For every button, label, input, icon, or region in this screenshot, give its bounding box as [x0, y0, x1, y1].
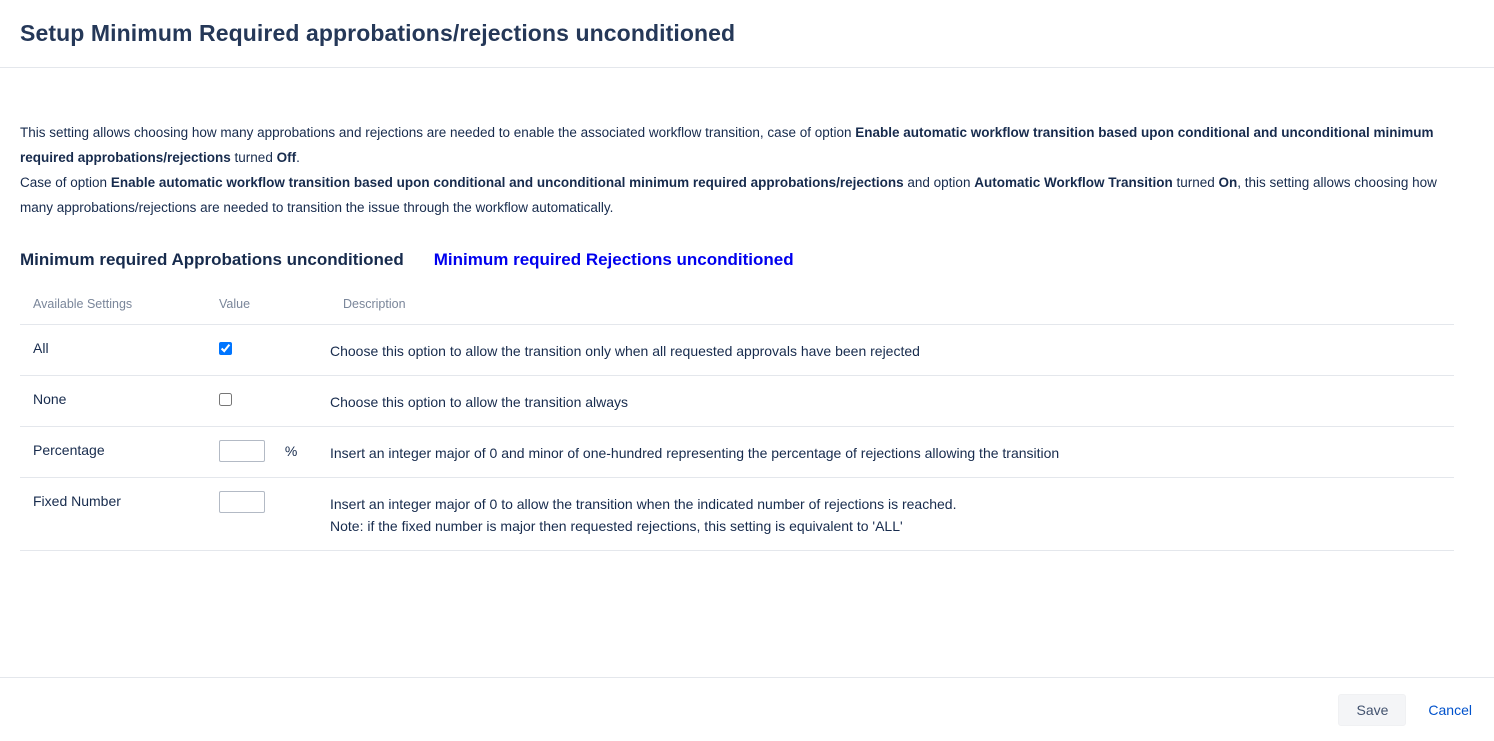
- settings-table: [20, 297, 1454, 551]
- setting-value-all: [206, 325, 330, 376]
- page-title: Setup Minimum Required approbations/rejections unconditioned: [20, 20, 736, 46]
- intro-paragraph-2: [20, 170, 1460, 220]
- setting-description-none: [330, 376, 1454, 427]
- dialog-footer: [0, 677, 1494, 741]
- setting-description-fixed-number: [330, 478, 1454, 551]
- setting-value-none: [206, 376, 330, 427]
- intro-p2-part4: , this setting allows choosing how many approbations/rejections are needed to transition the issue through the workflow automatically.: [20, 175, 1437, 215]
- tab-bar: [20, 250, 1474, 270]
- intro-p2-part2: and option: [903, 175, 975, 190]
- setting-label-fixed-number: Fixed Number: [20, 478, 206, 551]
- percent-sign-label: %: [284, 443, 298, 459]
- intro-p2-part3: turned: [1172, 175, 1219, 190]
- description-line: Note: if the fixed number is major then requested rejections, this setting is equivalent to 'ALL': [330, 518, 903, 534]
- setting-label-none: None: [20, 376, 206, 427]
- intro-p2-bold1: Enable automatic workflow transition based upon conditional and unconditional minimum required approbations/rejections: [110, 175, 904, 190]
- intro-p1-bold2: Off: [276, 150, 297, 165]
- intro-p2-part1: Case of option: [20, 175, 111, 190]
- cancel-button[interactable]: Cancel: [1428, 701, 1472, 718]
- tab-minimum-required-approbations[interactable]: Minimum required Approbations unconditioned: [20, 250, 404, 269]
- table-row: [20, 325, 1454, 376]
- table-row: [20, 478, 1454, 551]
- setting-description-all: [330, 325, 1454, 376]
- setting-label-all: All: [20, 325, 206, 376]
- table-head: [20, 297, 1454, 325]
- setting-label-percentage: Percentage: [20, 427, 206, 478]
- table-body: [20, 325, 1454, 551]
- dialog-header: [0, 0, 1494, 68]
- checkbox-all[interactable]: [219, 342, 232, 355]
- percentage-input[interactable]: [219, 440, 265, 462]
- checkbox-none[interactable]: [219, 393, 232, 406]
- intro-paragraph-1: [20, 120, 1460, 170]
- save-button[interactable]: Save: [1338, 694, 1406, 726]
- description-line: Insert an integer major of 0 and minor of one-hundred representing the percentage of rejections allowing the transition: [330, 445, 1060, 461]
- column-header-value: Value: [206, 297, 330, 325]
- dialog-content: [0, 68, 1494, 677]
- intro-p1-part2: turned: [230, 150, 277, 165]
- column-header-description: Description: [330, 297, 1454, 325]
- setting-description-percentage: [330, 427, 1454, 478]
- intro-p1-part3: .: [296, 150, 300, 165]
- fixed-number-input[interactable]: [219, 491, 265, 513]
- intro-p1-part1: This setting allows choosing how many approbations and rejections are needed to enable the associated workflow transition, case of option: [20, 125, 856, 140]
- setting-value-percentage: [206, 427, 330, 478]
- description-line: Choose this option to allow the transition always: [330, 394, 629, 410]
- description-line: Choose this option to allow the transition only when all requested approvals have been rejected: [330, 343, 920, 359]
- table-row: [20, 376, 1454, 427]
- intro-p2-bold3: On: [1218, 175, 1238, 190]
- table-header-row: [20, 297, 1454, 325]
- tab-minimum-required-rejections[interactable]: Minimum required Rejections unconditioned: [433, 250, 794, 269]
- setting-value-fixed-number: [206, 478, 330, 551]
- intro-p1-bold1: Enable automatic workflow transition based upon conditional and unconditional minimum required approbations/rejections: [20, 125, 1434, 165]
- column-header-available-settings: Available Settings: [20, 297, 206, 325]
- description-line: Insert an integer major of 0 to allow the transition when the indicated number of rejections is reached.: [330, 496, 957, 512]
- table-row: [20, 427, 1454, 478]
- intro-p2-bold2: Automatic Workflow Transition: [974, 175, 1173, 190]
- intro-text: [20, 120, 1460, 220]
